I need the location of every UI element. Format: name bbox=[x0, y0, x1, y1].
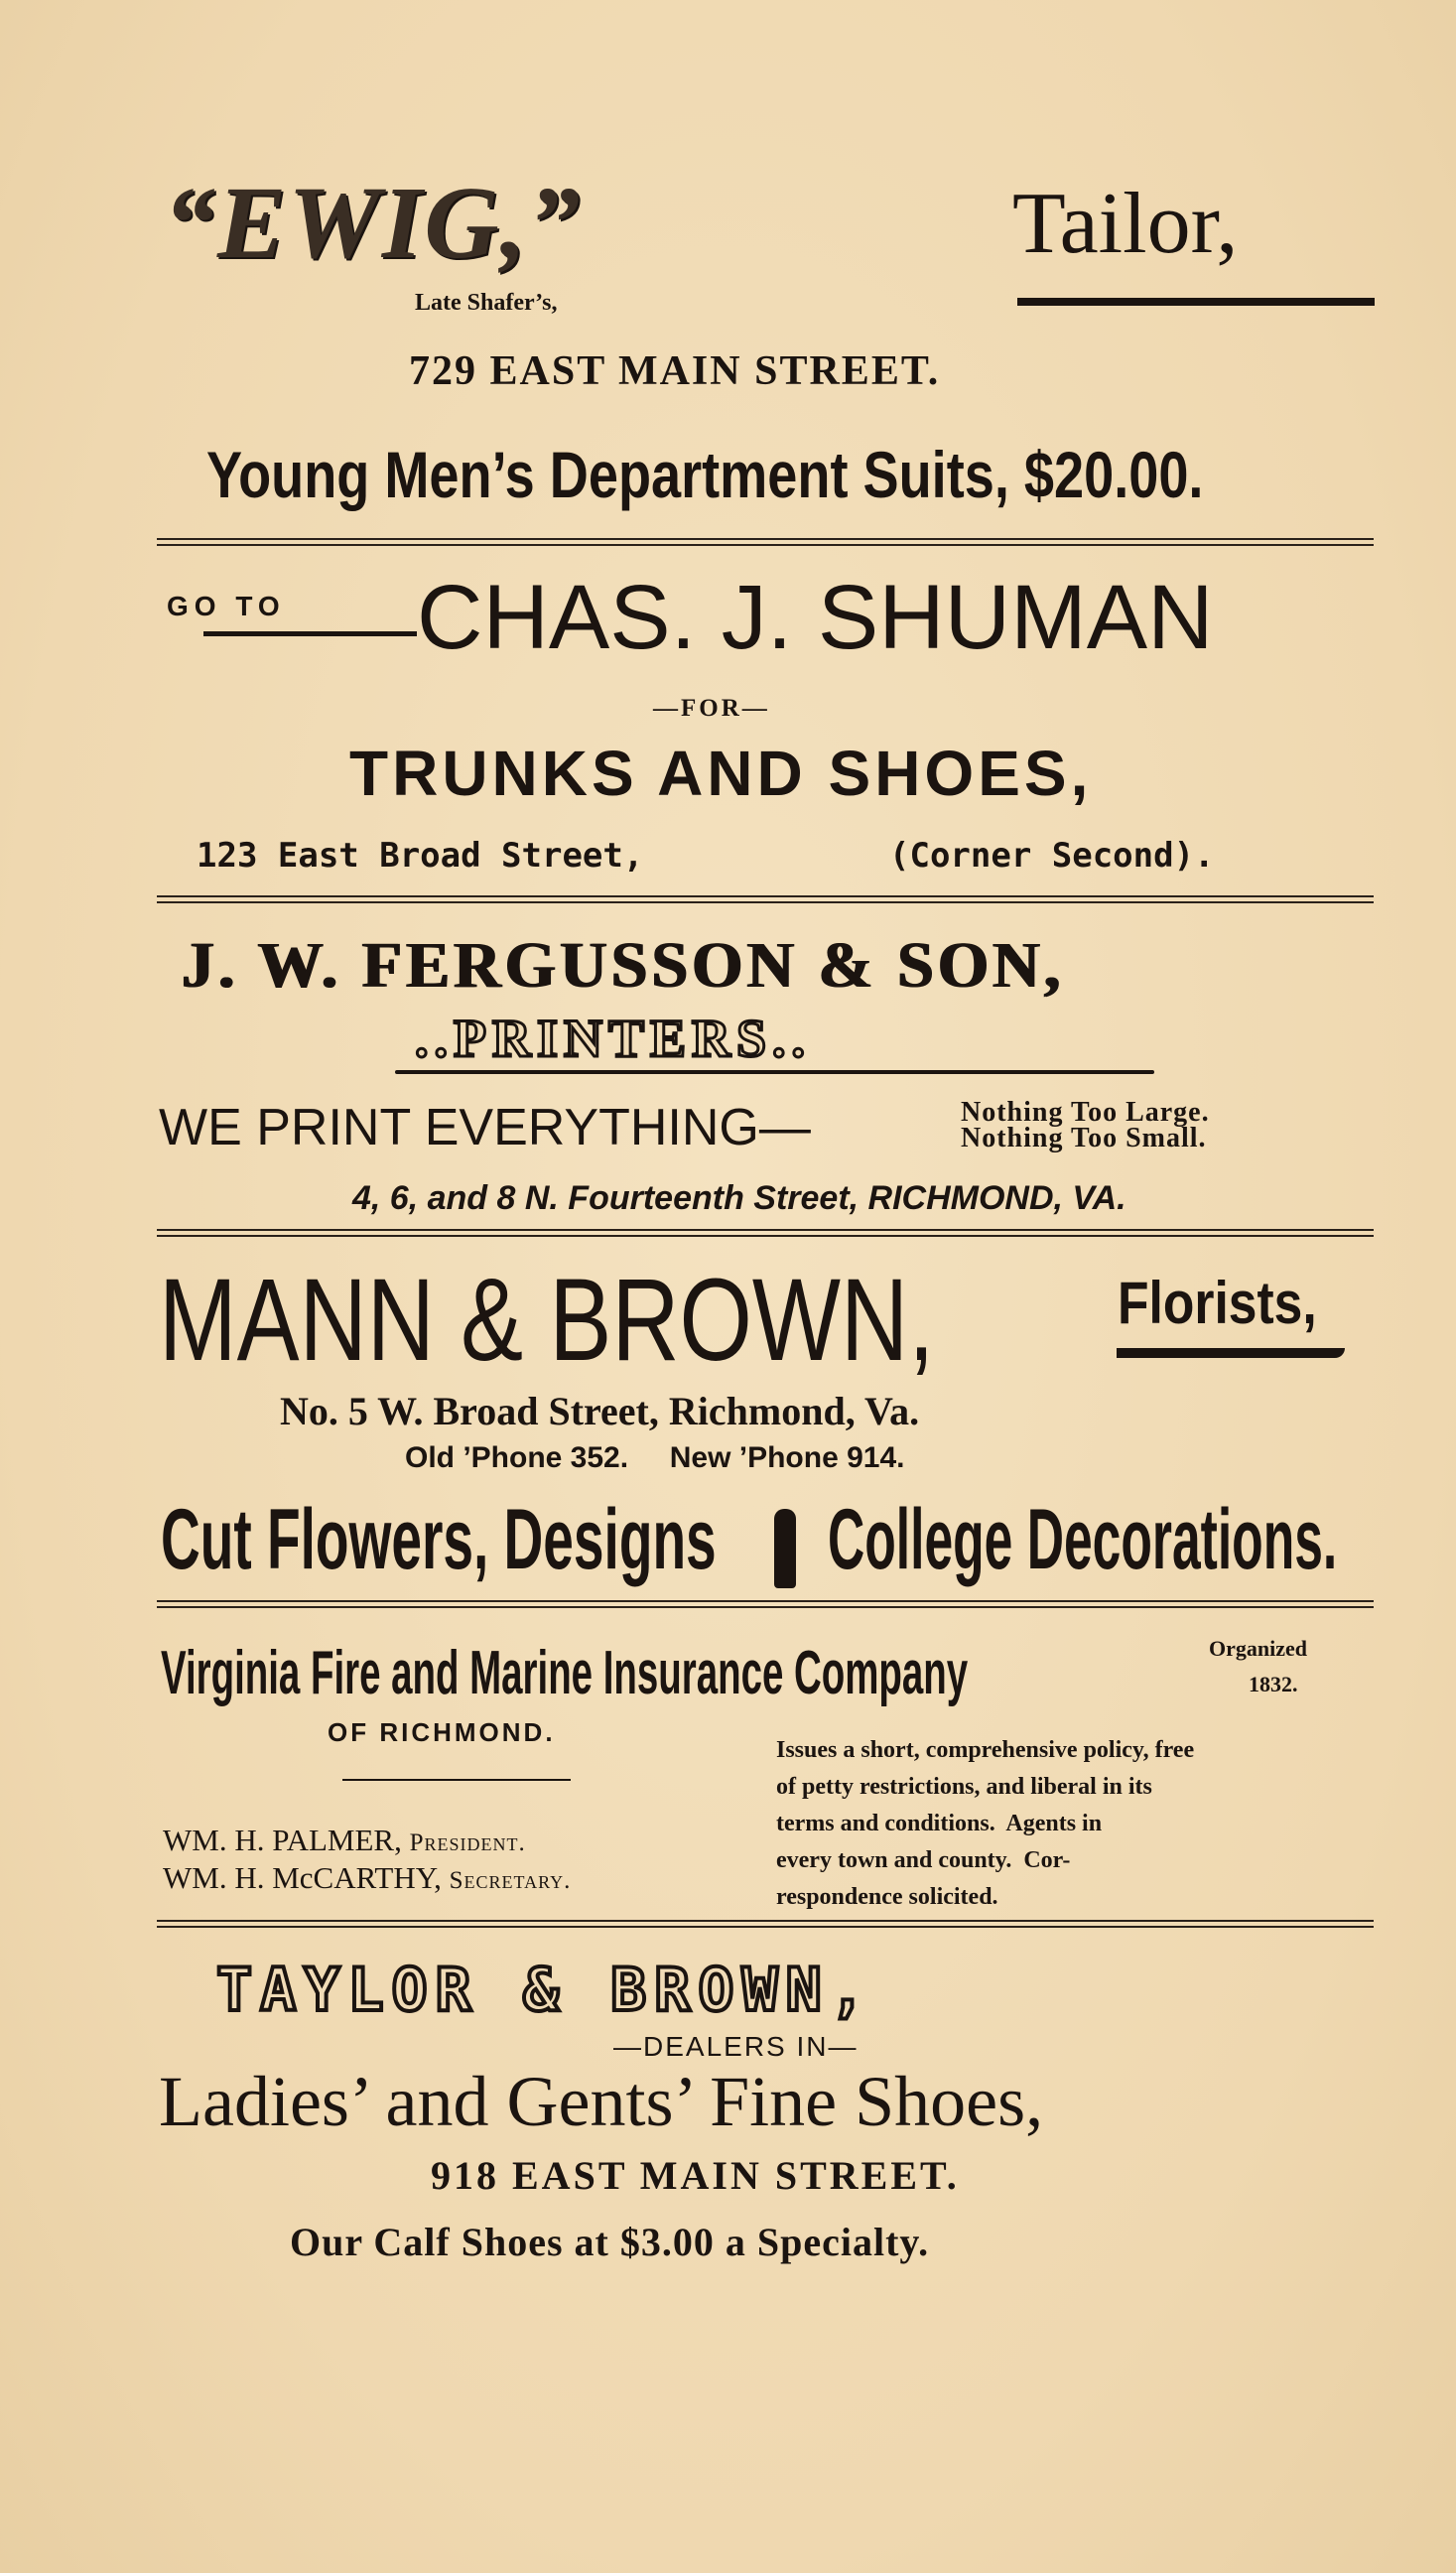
ewig-address: 729 EAST MAIN STREET. bbox=[409, 348, 941, 394]
mann-brown-offer-1: Cut Flowers, Designs bbox=[161, 1492, 717, 1587]
virginia-fire-desc-2: of petty restrictions, and liberal in its bbox=[776, 1774, 1152, 1800]
virginia-fire-name: Virginia Fire and Marine Insurance Company bbox=[161, 1639, 969, 1707]
divider-1 bbox=[157, 538, 1374, 546]
mann-brown-address: No. 5 W. Broad Street, Richmond, Va. bbox=[280, 1389, 920, 1433]
virginia-fire-organized: Organized bbox=[1209, 1636, 1307, 1661]
shuman-name: CHAS. J. SHUMAN bbox=[417, 567, 1214, 668]
fergusson-note-2: Nothing Too Small. bbox=[961, 1123, 1207, 1153]
virginia-fire-president bbox=[163, 1823, 526, 1858]
shuman-corner: (Corner Second). bbox=[889, 836, 1215, 876]
virginia-fire-desc-3: terms and conditions. Agents in bbox=[776, 1811, 1103, 1836]
divider-5 bbox=[157, 1920, 1374, 1928]
ewig-trade-underline bbox=[1017, 298, 1375, 306]
virginia-fire-rule bbox=[342, 1779, 571, 1781]
mann-brown-trade: Florists, bbox=[1118, 1270, 1317, 1336]
virginia-fire-desc-1: Issues a short, comprehensive policy, free bbox=[776, 1737, 1195, 1763]
shuman-go-to: GO TO bbox=[167, 591, 286, 621]
shuman-go-to-line bbox=[203, 631, 417, 636]
fergusson-note-1: Nothing Too Large. bbox=[961, 1097, 1210, 1128]
president-name: WM. H. PALMER, bbox=[163, 1823, 402, 1857]
ampersand-ornament-icon bbox=[774, 1509, 796, 1588]
taylor-brown-offer: Our Calf Shoes at $3.00 a Specialty. bbox=[290, 2220, 930, 2264]
divider-4 bbox=[157, 1600, 1374, 1608]
ewig-late: Late Shafer’s, bbox=[415, 290, 558, 316]
secretary-title: Secretary. bbox=[449, 1867, 572, 1894]
shuman-for: —FOR— bbox=[653, 695, 770, 722]
mann-brown-trade-underline bbox=[1117, 1348, 1345, 1358]
virginia-fire-desc-4: every town and county. Cor- bbox=[776, 1847, 1071, 1873]
virginia-fire-city: OF RICHMOND. bbox=[328, 1717, 556, 1747]
fergusson-slogan: WE PRINT EVERYTHING— bbox=[159, 1099, 811, 1156]
divider-2 bbox=[157, 895, 1374, 903]
ewig-trade: Tailor, bbox=[1012, 176, 1239, 272]
fergusson-trade: ..PRINTERS.. bbox=[415, 1009, 812, 1068]
virginia-fire-year: 1832. bbox=[1249, 1672, 1298, 1696]
fergusson-address: 4, 6, and 8 N. Fourteenth Street, RICHMOND, VA. bbox=[352, 1179, 1126, 1217]
secretary-name: WM. H. McCARTHY, bbox=[163, 1860, 442, 1895]
mann-brown-name: MANN & BROWN, bbox=[159, 1255, 935, 1386]
fergusson-name: J. W. FERGUSSON & SON, bbox=[181, 929, 1064, 1002]
mann-brown-offer-2: College Decorations. bbox=[828, 1492, 1338, 1587]
divider-3 bbox=[157, 1229, 1374, 1237]
taylor-brown-address: 918 EAST MAIN STREET. bbox=[431, 2153, 960, 2198]
taylor-brown-name: TAYLOR & BROWN, bbox=[216, 1956, 873, 2025]
virginia-fire-desc-5: respondence solicited. bbox=[776, 1884, 998, 1910]
shuman-address: 123 East Broad Street, bbox=[197, 836, 644, 876]
president-title: President. bbox=[409, 1829, 526, 1856]
fergusson-trade-underline bbox=[395, 1070, 1154, 1074]
virginia-fire-secretary bbox=[163, 1860, 571, 1896]
taylor-brown-goods: Ladies’ and Gents’ Fine Shoes, bbox=[159, 2062, 1044, 2141]
mann-brown-phones: Old ’Phone 352. New ’Phone 914. bbox=[405, 1441, 905, 1474]
shuman-goods: TRUNKS AND SHOES, bbox=[349, 738, 1093, 809]
ewig-name: “EWIG,” bbox=[164, 166, 583, 280]
ewig-offer: Young Men’s Department Suits, $20.00. bbox=[206, 438, 1204, 511]
taylor-brown-dealers: —DEALERS IN— bbox=[613, 2031, 859, 2062]
